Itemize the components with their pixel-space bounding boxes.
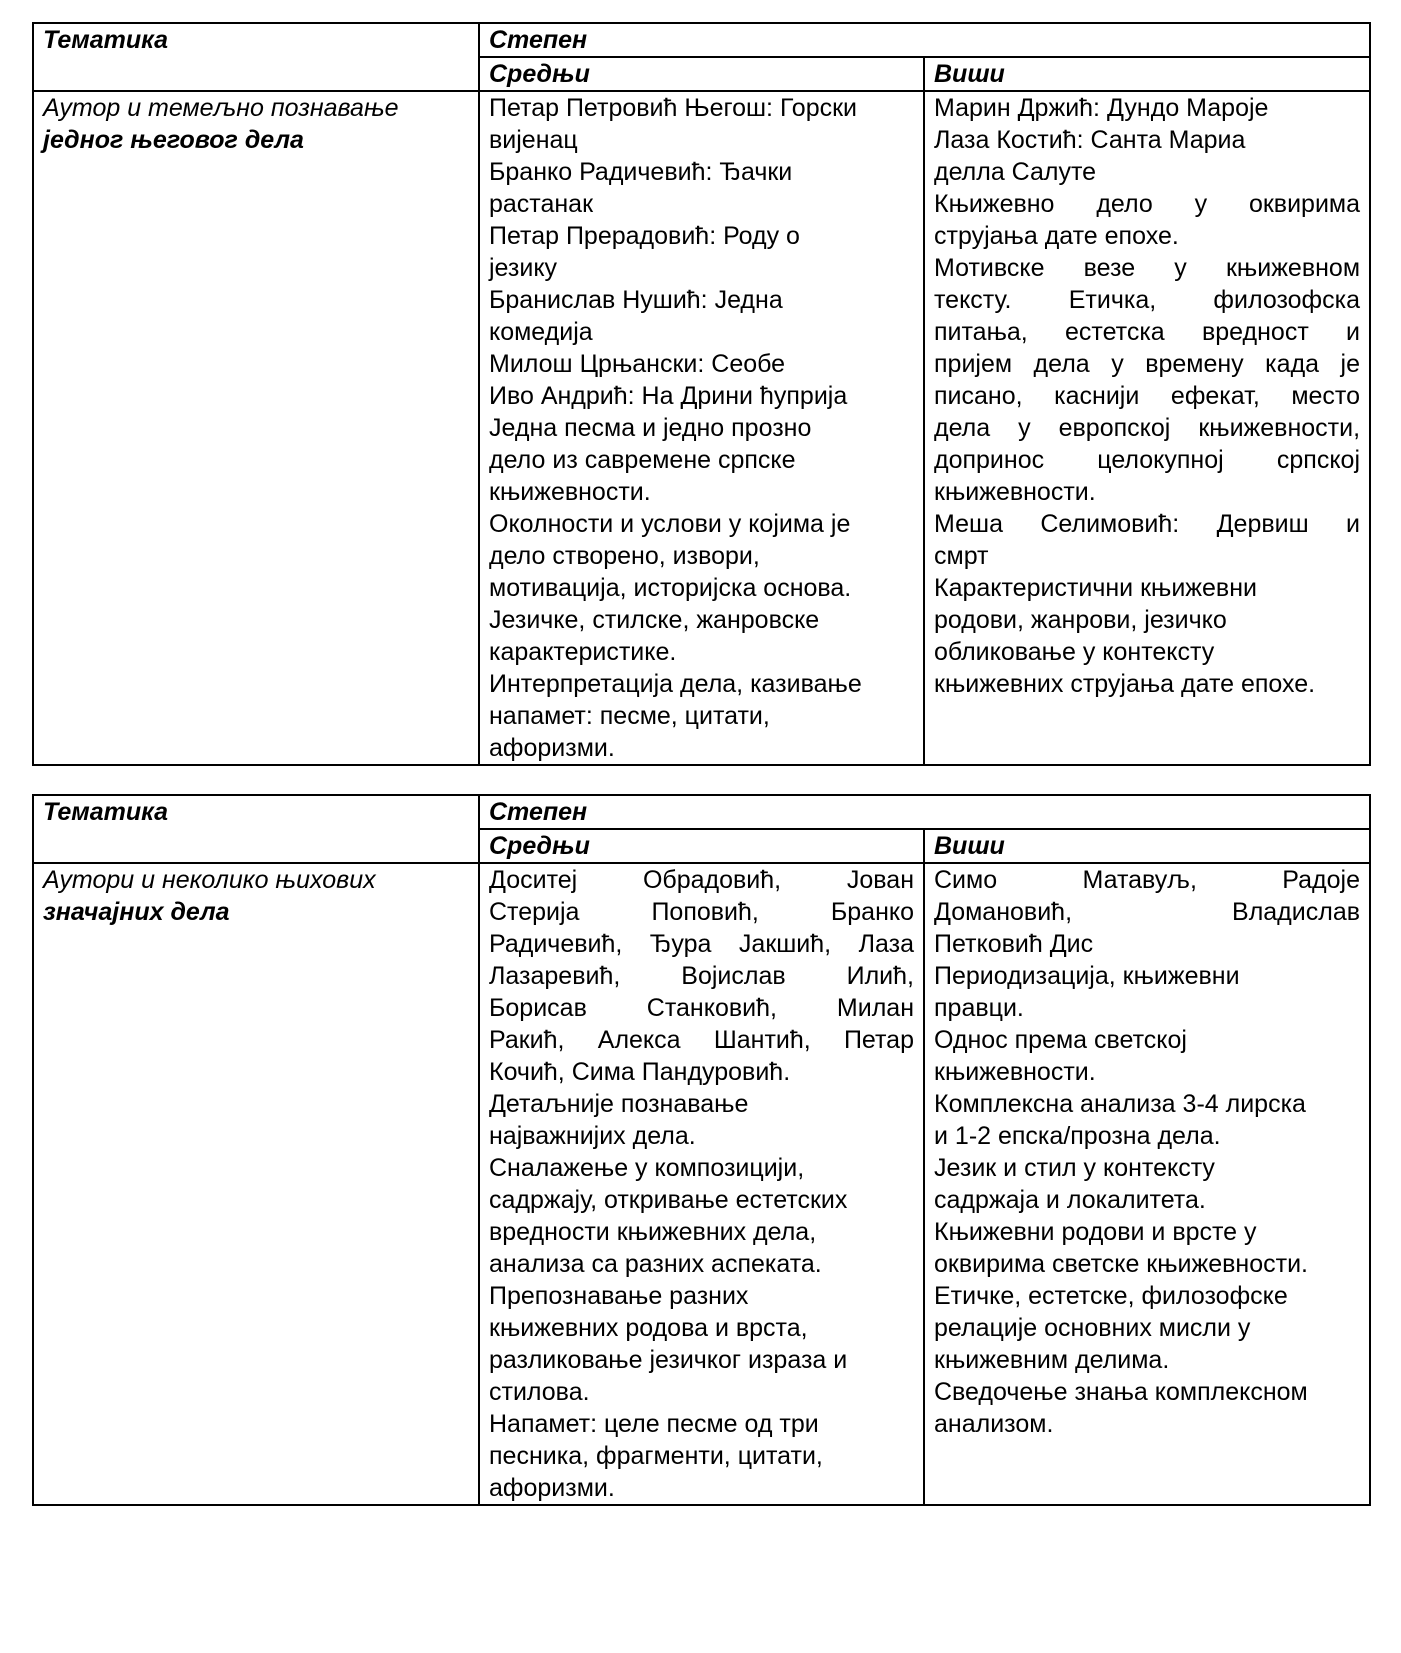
high-line: пријем дела у времену када је xyxy=(934,350,1361,378)
mid-line: Сналажење у композицији, xyxy=(489,1154,805,1182)
mid-line: вредности књижевних дела, xyxy=(489,1218,817,1246)
header-mid: Средњи xyxy=(479,829,924,863)
high-line: допринос целокупној српској xyxy=(934,446,1361,474)
high-line: Књижевно дело у оквирима xyxy=(934,190,1361,218)
mid-line: Стерија Поповић, Бранко xyxy=(489,898,914,926)
header-topic: Тематика xyxy=(33,23,479,91)
high-line: Меша Селимовић: Дервиш и xyxy=(934,510,1361,538)
high-line: писано, каснији ефекат, место xyxy=(934,382,1361,410)
mid-line: Лазаревић, Војислав Илић, xyxy=(489,962,914,990)
syllabus-table-2 xyxy=(32,794,1371,1506)
mid-line: Детаљније познавање xyxy=(489,1090,749,1118)
mid-line: књижевних родова и врста, xyxy=(489,1314,808,1342)
topic-cell xyxy=(33,863,479,1505)
high-line: Етичке, естетске, филозофске xyxy=(934,1282,1288,1310)
header-high: Виши xyxy=(924,57,1370,91)
high-line: књижевних струјања дате епохе. xyxy=(934,670,1316,698)
mid-line: Бранко Радичевић: Ђачки xyxy=(489,158,793,186)
mid-line: Напамет: целе песме од три xyxy=(489,1410,819,1438)
mid-line: карактеристике. xyxy=(489,638,677,666)
mid-line: дело из савремене српске xyxy=(489,446,796,474)
mid-line: књижевности. xyxy=(489,478,651,506)
high-line: Књижевни родови и врсте у xyxy=(934,1218,1257,1246)
mid-line: афоризми. xyxy=(489,734,615,762)
high-level-cell xyxy=(924,863,1370,1505)
high-line: Карактеристични књижевни xyxy=(934,574,1257,602)
mid-line: Бранислав Нушић: Једна xyxy=(489,286,783,314)
mid-line: стилова. xyxy=(489,1378,590,1406)
high-line: питања, естетска вредност и xyxy=(934,318,1361,346)
mid-line: Доситеј Обрадовић, Јован xyxy=(489,866,914,894)
high-line: Периодизација, књижевни xyxy=(934,962,1240,990)
high-line: Лаза Костић: Санта Мариа xyxy=(934,126,1246,154)
mid-line: мотивација, историјска основа. xyxy=(489,574,852,602)
mid-line: Петар Петровић Његош: Горски xyxy=(489,94,858,122)
mid-line: комедија xyxy=(489,318,593,346)
high-line: Комплексна анализа 3-4 лирска xyxy=(934,1090,1306,1118)
mid-line: најважнијих дела. xyxy=(489,1122,696,1150)
high-line: Мотивске везе у књижевном xyxy=(934,254,1361,282)
topic-text: Аутори и неколико њихових xyxy=(43,866,376,894)
mid-line: садржају, откривање естетских xyxy=(489,1186,848,1214)
topic-cell xyxy=(33,91,479,765)
header-level: Степен xyxy=(479,23,1370,57)
mid-line: Околности и услови у којима је xyxy=(489,510,851,538)
topic-emphasis: једног његовог дела xyxy=(43,126,304,154)
high-line: правци. xyxy=(934,994,1024,1022)
syllabus-table-1 xyxy=(32,22,1371,766)
mid-line: Кочић, Сима Пандуровић. xyxy=(489,1058,791,1086)
high-line: Однос према светској xyxy=(934,1026,1187,1054)
mid-line: језику xyxy=(489,254,558,282)
topic-emphasis: значајних дела xyxy=(43,898,230,926)
mid-line: Милош Црњански: Сеобе xyxy=(489,350,786,378)
high-line: струјања дате епохе. xyxy=(934,222,1179,250)
high-line: дела у европској књижевности, xyxy=(934,414,1361,442)
high-line: Језик и стил у контексту xyxy=(934,1154,1215,1182)
high-line: обликовање у контексту xyxy=(934,638,1215,666)
mid-line: Једна песма и једно прозно xyxy=(489,414,812,442)
topic-text: Аутор и темељно познавање xyxy=(43,94,399,122)
high-line: делла Салуте xyxy=(934,158,1097,186)
mid-line: Препознавање разних xyxy=(489,1282,749,1310)
high-line: књижевним делима. xyxy=(934,1346,1170,1374)
high-line: смрт xyxy=(934,542,989,570)
high-line: Марин Држић: Дундо Мароје xyxy=(934,94,1269,122)
mid-level-cell xyxy=(479,91,924,765)
mid-line: Петар Прерадовић: Роду о xyxy=(489,222,800,250)
header-level: Степен xyxy=(479,795,1370,829)
mid-line: вијенац xyxy=(489,126,578,154)
mid-line: Борисав Станковић, Милан xyxy=(489,994,914,1022)
high-line: књижевности. xyxy=(934,1058,1096,1086)
high-line: оквирима светске књижевности. xyxy=(934,1250,1308,1278)
high-line: и 1-2 епска/прозна дела. xyxy=(934,1122,1221,1150)
mid-line: Иво Андрић: На Дрини ћуприја xyxy=(489,382,848,410)
high-line: Домановић, Владислав xyxy=(934,898,1361,926)
mid-line: Радичевић, Ђура Јакшић, Лаза xyxy=(489,930,914,958)
high-line: Сведочење знања комплексном xyxy=(934,1378,1308,1406)
high-line: тексту. Етичка, филозофска xyxy=(934,286,1361,314)
mid-line: песника, фрагменти, цитати, xyxy=(489,1442,823,1470)
high-line: релације основних мисли у xyxy=(934,1314,1251,1342)
mid-line: афоризми. xyxy=(489,1474,615,1502)
mid-level-cell xyxy=(479,863,924,1505)
mid-line: разликовање језичког израза и xyxy=(489,1346,848,1374)
high-level-cell xyxy=(924,91,1370,765)
header-high: Виши xyxy=(924,829,1370,863)
header-topic: Тематика xyxy=(33,795,479,863)
high-line: Симо Матавуљ, Радоје xyxy=(934,866,1361,894)
mid-line: Интерпретација дела, казивање xyxy=(489,670,862,698)
high-line: анализом. xyxy=(934,1410,1054,1438)
header-mid: Средњи xyxy=(479,57,924,91)
mid-line: Ракић, Алекса Шантић, Петар xyxy=(489,1026,914,1054)
mid-line: дело створено, извори, xyxy=(489,542,760,570)
mid-line: напамет: песме, цитати, xyxy=(489,702,770,730)
mid-line: анализа са разних аспеката. xyxy=(489,1250,822,1278)
mid-line: Језичке, стилске, жанровске xyxy=(489,606,820,634)
high-line: садржаја и локалитета. xyxy=(934,1186,1206,1214)
mid-line: растанак xyxy=(489,190,594,218)
high-line: Петковић Дис xyxy=(934,930,1094,958)
high-line: родови, жанрови, језичко xyxy=(934,606,1227,634)
high-line: књижевности. xyxy=(934,478,1096,506)
